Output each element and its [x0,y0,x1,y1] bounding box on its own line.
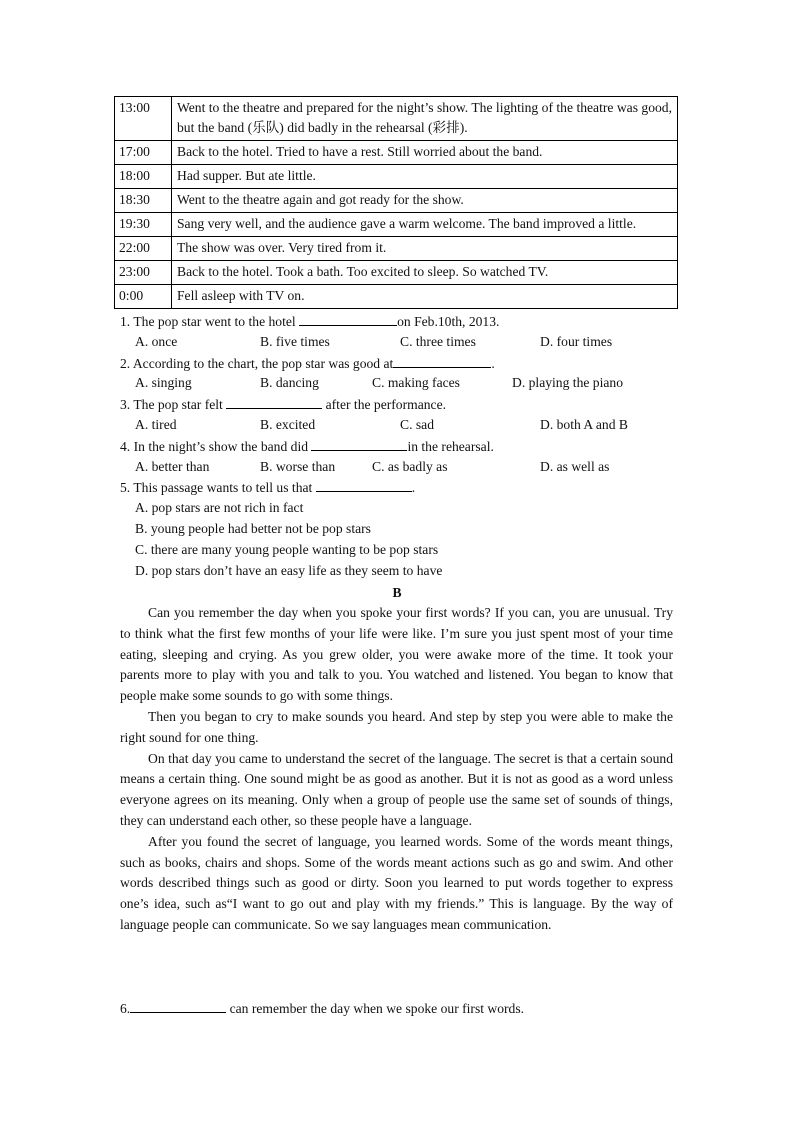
time-cell: 18:00 [115,165,172,189]
activity-cell: Went to the theatre again and got ready for the show. [172,189,678,213]
answer-blank[interactable] [316,477,412,492]
option-c[interactable]: C. three times [400,333,476,349]
question-text: 4. In the night’s show the band did [120,438,312,454]
reading-passage [120,603,673,936]
question-3 [120,394,680,415]
question-text: 3. The pop star felt [120,397,227,413]
option-d[interactable]: D. four times [540,333,613,349]
time-cell: 13:00 [115,97,172,141]
option-b[interactable]: B. young people had better not be pop stars [135,520,371,536]
question-text: 1. The pop star went to the hotel [120,314,300,329]
activity-cell: The show was over. Very tired from it. [172,237,678,261]
question-text: after the performance. [322,397,446,413]
question-text: can remember the day when we spoke our first words. [226,1001,525,1016]
table-row [115,237,678,261]
option-a[interactable]: A. tired [135,416,177,432]
question-text: in the rehearsal. [407,438,494,454]
time-cell: 17:00 [115,141,172,165]
option-c[interactable]: C. making faces [372,375,460,391]
table-row [115,141,678,165]
time-cell: 22:00 [115,237,172,261]
passage-paragraph: Can you remember the day when you spoke your first words? If you can, you are unusual. Try to think what the first few months of your life were like. I’m sure you just spent most of your time eating, sleeping and crying. As you grew older, you were awake more of the time. It took your parents more to play with you and talk to you. You watched and listened. You began to know that people make some sounds to go with some things. [120,605,673,704]
option-d[interactable]: D. pop stars don’t have an easy life as they seem to have [135,562,443,578]
table-row [115,97,678,141]
options-row [120,457,680,478]
option-d[interactable]: D. as well as [540,458,610,474]
section-title: B [392,585,402,600]
table-row [115,165,678,189]
time-cell: 0:00 [115,285,172,309]
answer-blank[interactable] [393,353,491,368]
table-row [115,261,678,285]
option-a[interactable]: A. pop stars are not rich in fact [135,500,304,516]
question-text: . [411,480,416,496]
options-row [120,373,680,394]
activity-cell: Back to the hotel. Tried to have a rest. Still worried about the band. [172,141,678,165]
activity-cell: Fell asleep with TV on. [172,285,678,309]
activity-cell: Back to the hotel. Took a bath. Too excited to sleep. So watched TV. [172,261,678,285]
option-d[interactable]: D. playing the piano [512,375,623,391]
answer-blank[interactable] [130,998,226,1013]
answer-blank[interactable] [299,311,397,326]
question-2 [120,353,680,374]
passage-paragraph: On that day you came to understand the secret of the language. The secret is that a certain sound means a certain thing. One sound might be as good as another. But it is not as good as a word unless everyone agrees on its meaning. Only when a group of people use the same set of sounds of things, they can understand each other, so these people have a language. [120,750,673,828]
table-row [115,189,678,213]
question-text: . [491,355,495,371]
options-row [120,332,680,353]
table-row [115,285,678,309]
option-c[interactable]: C. there are many young people wanting to be pop stars [135,541,439,557]
question-text: 2. According to the chart, the pop star was good at [120,355,394,371]
time-cell: 19:30 [115,213,172,237]
option-a[interactable]: A. once [135,333,178,349]
question-5 [120,477,680,498]
question-text: 5. This passage wants to tell us that [120,480,316,496]
question-4 [120,436,680,457]
time-cell: 23:00 [115,261,172,285]
passage-paragraph: Then you began to cry to make sounds you heard. And step by step you were able to make the right sound for one thing. [120,708,673,745]
activity-cell: Went to the theatre and prepared for the night’s show. The lighting of the theatre was good, but the band (乐队) did badly in the rehearsal (彩排). [172,97,678,141]
answer-blank[interactable] [311,436,407,451]
option-b[interactable]: B. five times [260,333,330,349]
option-c[interactable]: C. sad [400,416,434,432]
question-number: 6. [120,1001,131,1016]
question-text: on Feb.10th, 2013. [397,314,500,329]
activity-cell: Had supper. But ate little. [172,165,678,189]
option-d[interactable]: D. both A and B [540,416,628,432]
answer-blank[interactable] [226,394,322,409]
questions-block [120,311,680,581]
question-6 [120,998,524,1020]
passage-paragraph: After you found the secret of language, you learned words. Some of the words meant things, such as books, chairs and shops. Some of the words meant actions such as go and swim. And other words described things such as good or dirty. Soon you learned to put words together to express one’s idea, such as“I want to go out and play with my friends.” This is language. By the way of language people can communicate. So we say languages mean communication. [120,833,673,932]
option-a[interactable]: A. singing [135,375,192,391]
option-b[interactable]: B. dancing [260,375,319,391]
schedule-table [114,96,678,309]
question-1 [120,311,680,332]
activity-cell: Sang very well, and the audience gave a warm welcome. The band improved a little. [172,213,678,237]
table-row [115,213,678,237]
option-c[interactable]: C. as badly as [372,458,448,474]
option-b[interactable]: B. excited [260,416,316,432]
time-cell: 18:30 [115,189,172,213]
option-b[interactable]: B. worse than [260,458,336,474]
options-row [120,415,680,436]
option-a[interactable]: A. better than [135,458,210,474]
